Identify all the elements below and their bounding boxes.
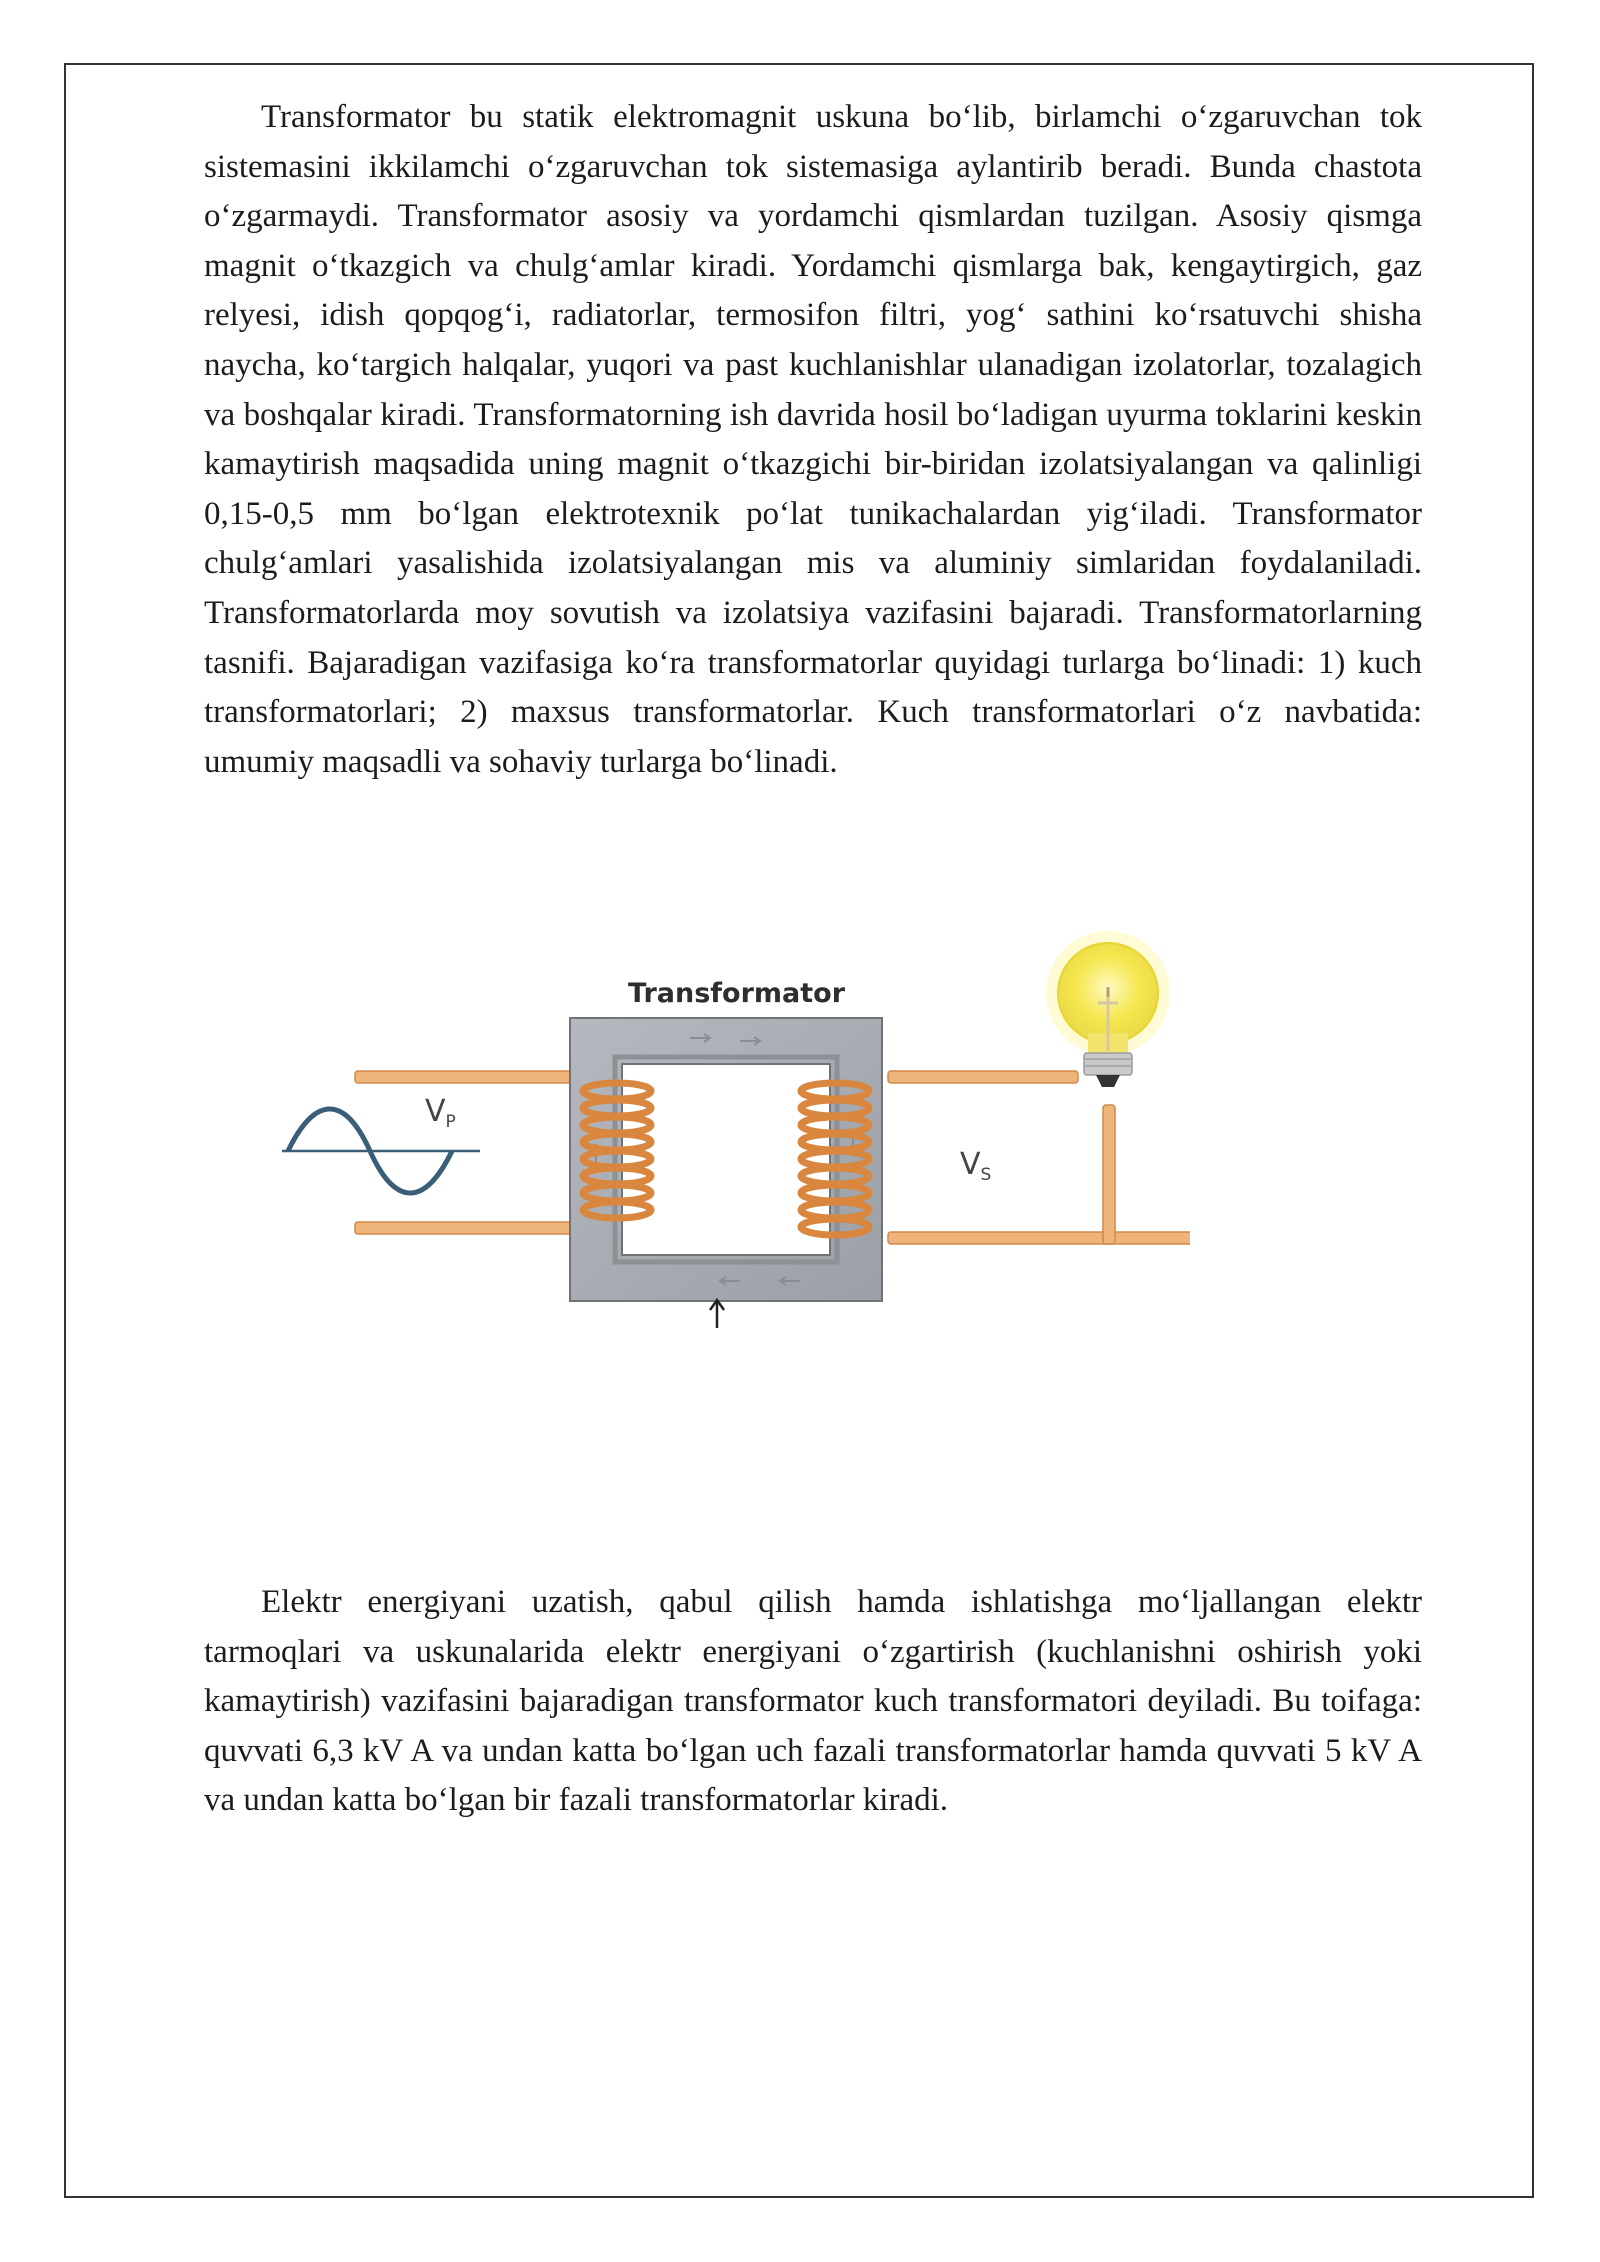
transformer-diagram-svg xyxy=(270,925,1190,1345)
secondary-wires xyxy=(888,1071,1190,1244)
transformer-diagram xyxy=(270,925,1190,1345)
diagram-title: Transformator xyxy=(628,978,846,1009)
paragraph-power-transformer: Elektr energiyani uzatish, qabul qilish hamda ishlatishga mo‘ljallangan elektr tarmoqlari va uskunalarida elektr energiyani o‘zgartirish (kuchlanishni oshirish yoki kamaytirish) vazifasini bajaradigan transformator kuch transformatori deyiladi. Bu toifaga: quvvati 6,3 kV A va undan katta bo‘lgan uch fazali transformatorlar hamda quvvati 5 kV A va undan katta bo‘lgan bir fazali transformatorlar kiradi. xyxy=(204,1584,1422,1819)
magnetic-core xyxy=(570,1018,882,1301)
core-pointer-arrow xyxy=(710,1300,724,1328)
secondary-voltage-label: $V_S$ xyxy=(960,1147,992,1185)
light-bulb-icon xyxy=(1046,931,1170,1087)
primary-wires xyxy=(355,1071,590,1234)
paragraph-intro: Transformator bu statik elektromagnit uskuna bo‘lib, birlamchi o‘zgaruvchan tok sistemasini ikkilamchi o‘zgaruvchan tok sistemasiga aylantirib beradi. Bunda chastota o‘zgarmaydi. Transformator asosiy va yordamchi qismlardan tuzilgan. Asosiy qismga magnit o‘tkazgich va chulg‘amlar kiradi. Yordamchi qismlarga bak, kengaytirgich, gaz relyesi, idish qopqog‘i, radiatorlar, termosifon filtri, yog‘ sathini ko‘rsatuvchi shisha naycha, ko‘targich halqalar, yuqori va past kuchlanishlar ulanadigan izolatorlar, tozalagich va boshqalar kiradi. Transformatorning ish davrida hosil bo‘ladigan uyurma toklarini keskin kamaytirish maqsadida uning magnit o‘tkazgichi bir-biridan izolatsiyalangan va qalinligi 0,15-0,5 mm bo‘lgan elektrotexnik po‘lat tunikachalardan yig‘iladi. Transformator chulg‘amlari yasalishida izolatsiyalangan mis va aluminiy simlaridan foydalaniladi. Transformatorlarda moy sovutish va izolatsiya vazifasini bajaradi. Transformatorlarning tasnifi. Bajaradigan vazifasiga ko‘ra transformatorlar quyidagi turlarga bo‘linadi: 1) kuch transformatorlari; 2) maxsus transformatorlar. Kuch transformatorlari o‘z navbatida: umumiy maqsadli va sohaviy turlarga bo‘linadi. xyxy=(204,99,1422,780)
primary-coil xyxy=(583,1083,651,1218)
primary-voltage-label: $V_P$ xyxy=(425,1094,456,1132)
